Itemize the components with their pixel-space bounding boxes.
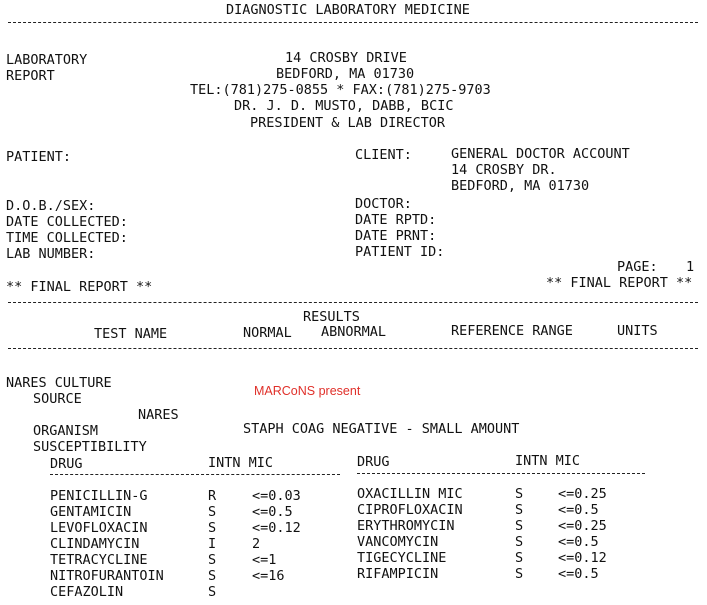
client-address-city: BEDFORD, MA 01730 [451,178,590,194]
drug-name: NITROFURANTOIN [50,568,164,584]
header-divider [8,22,698,23]
drug-name: GENTAMICIN [50,504,132,520]
lab-address-city: BEDFORD, MA 01730 [276,66,415,82]
drug-name: TIGECYCLINE [357,550,447,566]
drug-interpretation: R [208,488,217,504]
dob-sex-label: D.O.B./SEX: [6,198,96,214]
organism-label: ORGANISM [33,423,99,439]
lab-director-title: PRESIDENT & LAB DIRECTOR [250,115,446,131]
drug-interpretation: S [208,552,217,568]
drug-interpretation: I [208,536,217,552]
drug-interpretation: S [208,568,217,584]
drug-heading-right: DRUG [357,454,390,470]
source-label: SOURCE [33,391,82,407]
source-value: NARES [138,407,179,423]
drug-interpretation: S [515,486,524,502]
drug-name: TETRACYCLINE [50,552,148,568]
drug-table-left-divider [50,474,340,475]
columns-top-divider [8,302,698,303]
drug-interpretation: S [515,534,524,550]
drug-mic-value: <=0.25 [558,518,607,534]
lab-address-street: 14 CROSBY DRIVE [285,50,407,66]
drug-name: CIPROFLOXACIN [357,502,463,518]
intn-mic-heading-right: INTN MIC [515,453,581,469]
client-address-street: 14 CROSBY DR. [451,162,557,178]
date-printed-label: DATE PRNT: [355,228,437,244]
drug-mic-value: <=16 [252,568,285,584]
drug-interpretation: S [208,520,217,536]
drug-interpretation: S [515,566,524,582]
drug-interpretation: S [515,518,524,534]
drug-heading-left: DRUG [50,456,83,472]
page-label: PAGE: [617,259,658,275]
drug-mic-value: <=0.12 [252,520,301,536]
units-heading: UNITS [617,323,658,339]
drug-name: RIFAMPICIN [357,566,439,582]
lab-director: DR. J. D. MUSTO, DABB, BCIC [234,98,454,114]
client-name: GENERAL DOCTOR ACCOUNT [451,146,630,162]
drug-name: PENICILLIN-G [50,488,148,504]
lab-phone-fax: TEL:(781)275-0855 * FAX:(781)275-9703 [190,82,491,98]
drug-mic-value: <=0.5 [252,504,293,520]
patient-id-label: PATIENT ID: [355,244,445,260]
drug-name: ERYTHROMYCIN [357,518,455,534]
drug-mic-value: 2 [252,536,261,552]
lab-number-label: LAB NUMBER: [6,246,96,262]
client-label: CLIENT: [355,147,412,163]
drug-mic-value: <=0.5 [558,566,599,582]
drug-table-right-divider [357,473,645,474]
susceptibility-label: SUSCEPTIBILITY [33,439,147,455]
time-collected-label: TIME COLLECTED: [6,230,128,246]
marcons-annotation: MARCoNS present [254,384,361,398]
intn-mic-heading-left: INTN MIC [208,455,274,471]
drug-mic-value: <=0.03 [252,488,301,504]
doctor-label: DOCTOR: [355,196,412,212]
drug-interpretation: S [208,584,217,600]
page-number: 1 [686,259,695,275]
drug-mic-value: <=0.12 [558,550,607,566]
drug-name: VANCOMYCIN [357,534,439,550]
columns-bottom-divider [8,348,698,349]
final-report-banner-right: ** FINAL REPORT ** [546,275,693,291]
date-reported-label: DATE RPTD: [355,212,437,228]
lab-title: DIAGNOSTIC LABORATORY MEDICINE [226,2,470,18]
abnormal-heading: ABNORMAL [321,324,387,340]
test-name-heading: TEST NAME [94,326,168,342]
final-report-banner-left: ** FINAL REPORT ** [6,279,153,295]
drug-mic-value: <=0.5 [558,502,599,518]
report-label-line-1: LABORATORY [6,52,88,68]
drug-interpretation: S [515,550,524,566]
drug-interpretation: S [208,504,217,520]
drug-name: OXACILLIN MIC [357,486,463,502]
drug-mic-value: <=1 [252,552,277,568]
reference-range-heading: REFERENCE RANGE [451,323,573,339]
results-heading: RESULTS [303,309,360,325]
drug-name: LEVOFLOXACIN [50,520,148,536]
culture-name: NARES CULTURE [6,375,112,391]
drug-name: CEFAZOLIN [50,584,124,600]
normal-heading: NORMAL [243,325,292,341]
organism-value: STAPH COAG NEGATIVE - SMALL AMOUNT [243,421,520,437]
drug-mic-value: <=0.25 [558,486,607,502]
drug-interpretation: S [515,502,524,518]
patient-label: PATIENT: [6,149,72,165]
drug-mic-value: <=0.5 [558,534,599,550]
drug-name: CLINDAMYCIN [50,536,140,552]
report-label-line-2: REPORT [6,68,55,84]
date-collected-label: DATE COLLECTED: [6,214,128,230]
